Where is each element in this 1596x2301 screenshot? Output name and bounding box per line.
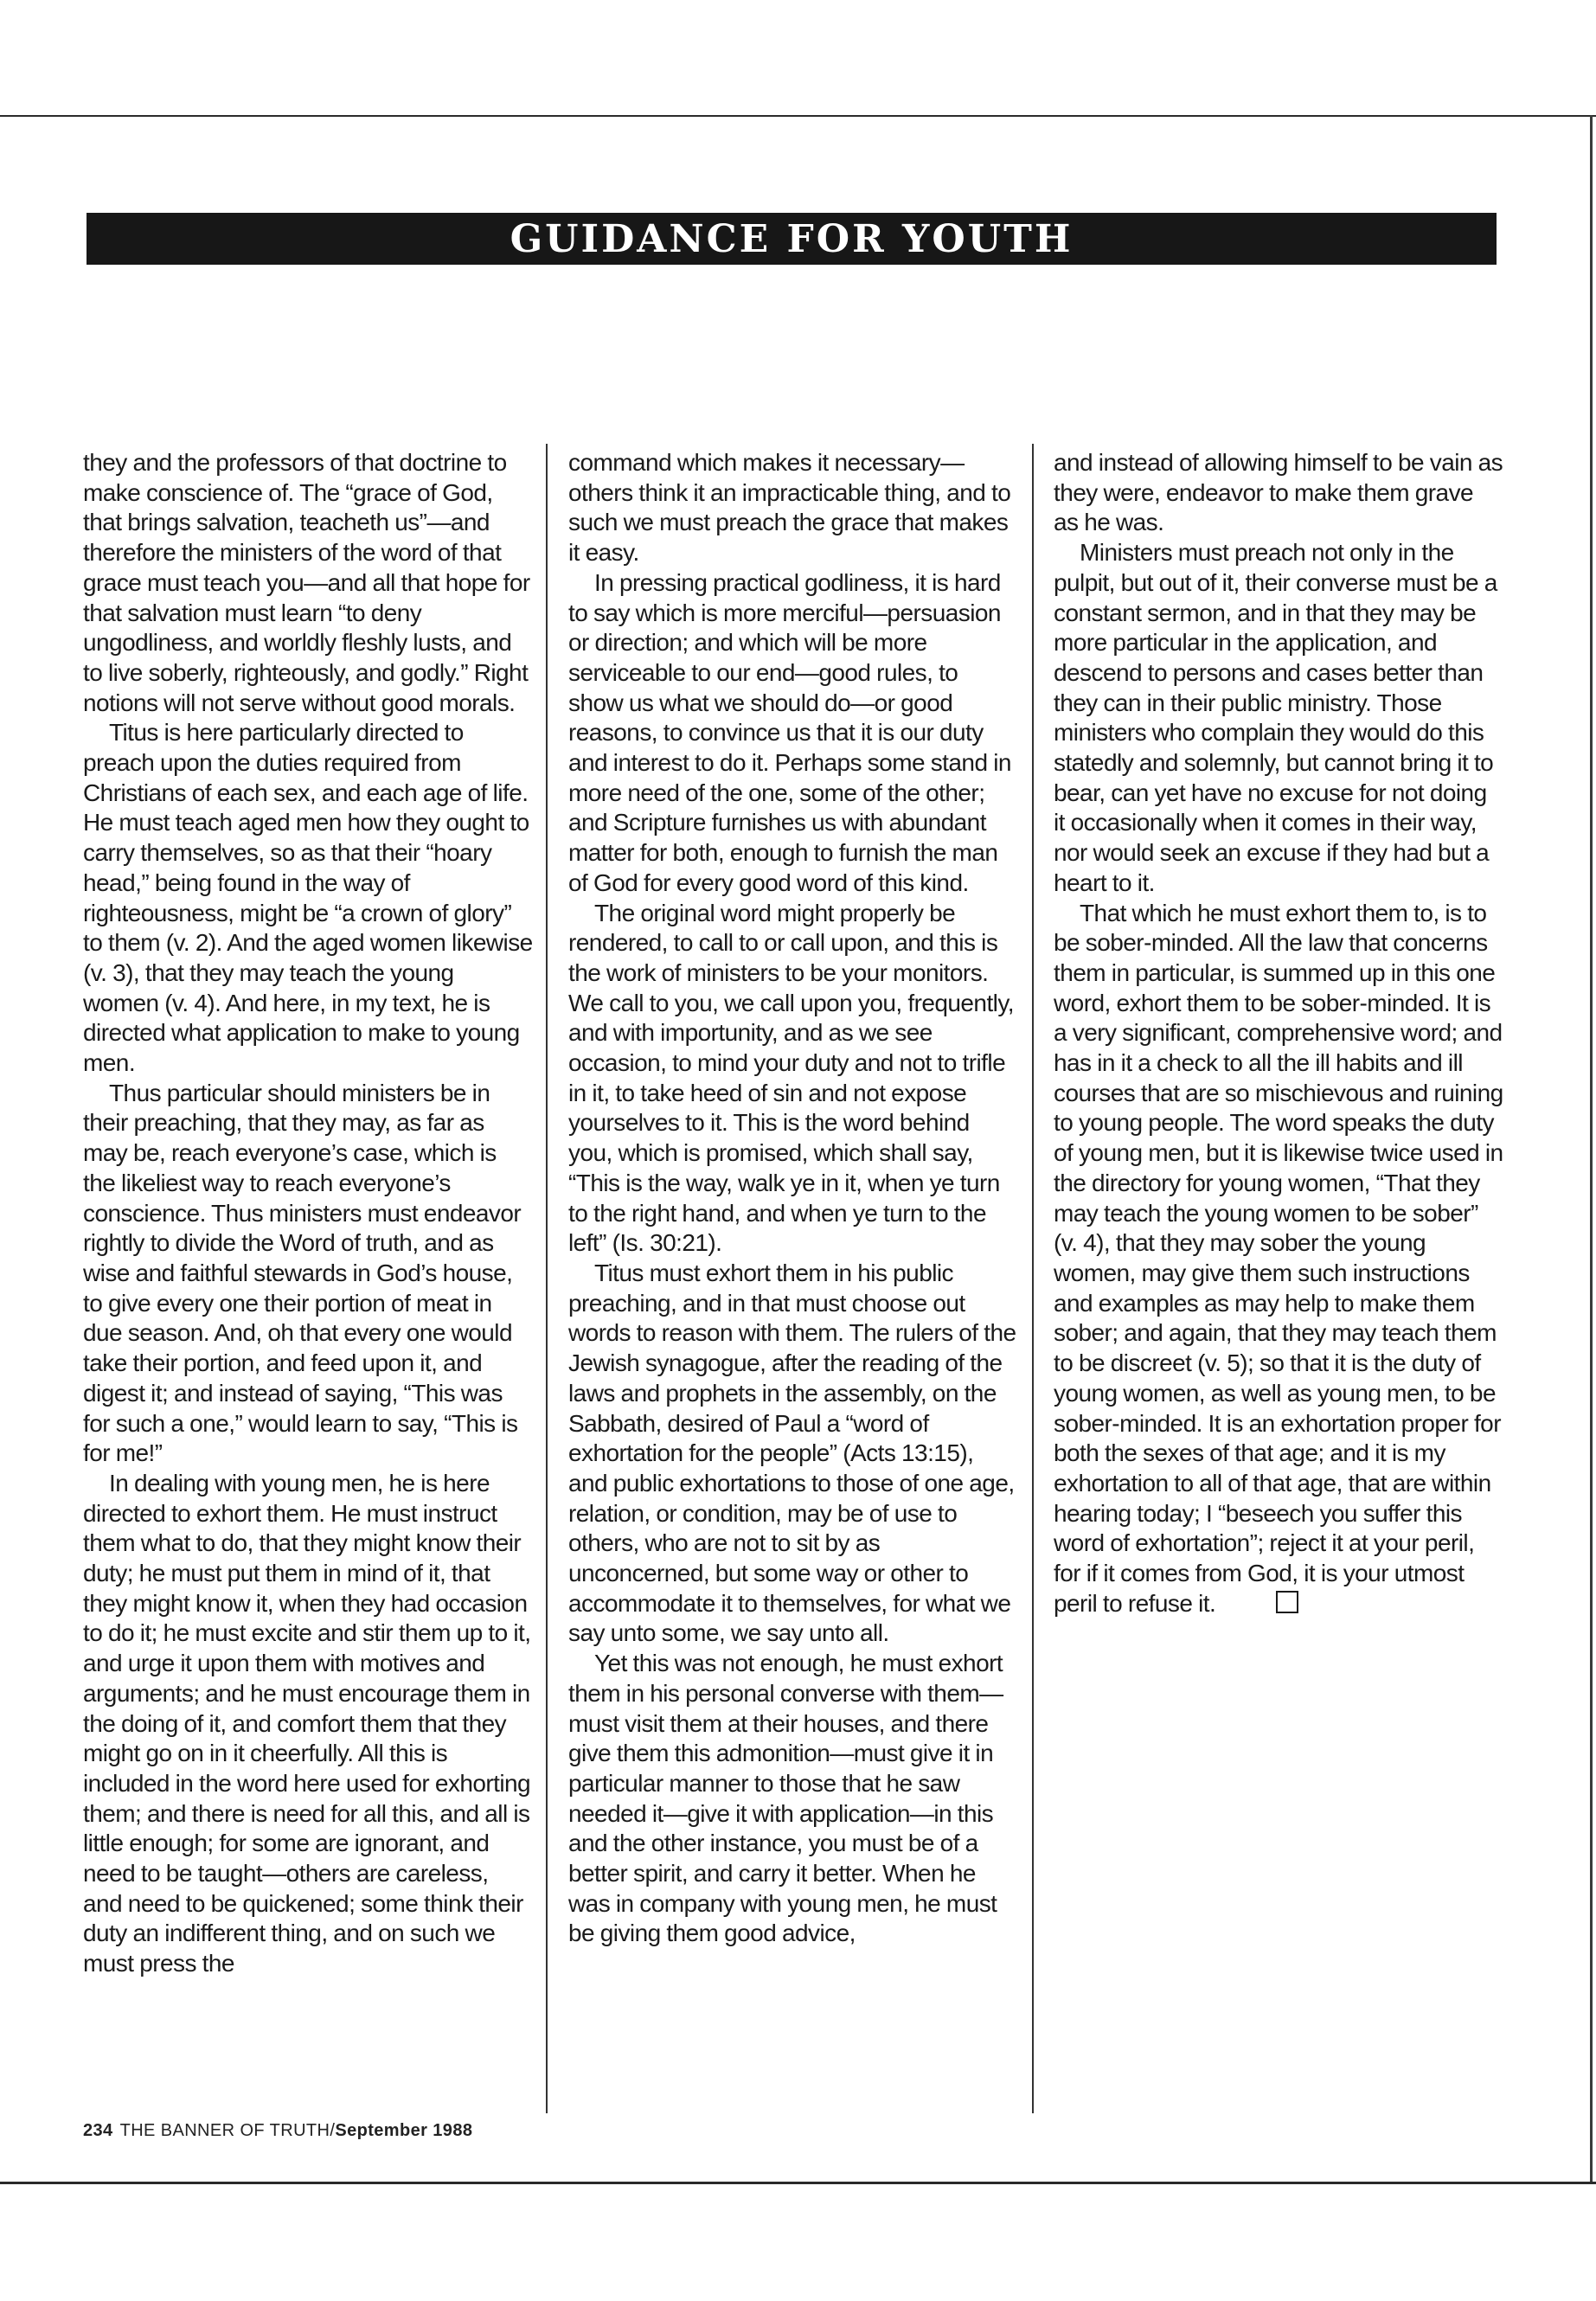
paragraph: The original word might properly be rendered, to call to or call upon, and this is the work of ministers to be your monitors. We call to you, we call upon you, frequently, and with importunity, and as we see occasion, to mind your duty and not to trifle in it, to take heed of sin and not expose yourselves to it. This is the word behind you, which is promised, which shall say, “This is the way, walk ye in it, when ye turn to the right hand, and when ye turn to the left” (Is. 30:21). (568, 899, 1014, 1257)
column-divider (546, 444, 548, 2113)
issue-date: September 1988 (335, 2121, 473, 2140)
page-edge-right (1590, 115, 1593, 2184)
paragraph: they and the professors of that doctrine to make conscience of. The “grace of God, that brings salvation, teacheth us”—and therefore the ministers of the word of that grace must teach you—and all that hope for that salvation must learn “to deny ungodliness, and worldly fleshly lusts, and to live soberly, righteously, and godly.” Right notions will not serve without good morals. (83, 449, 530, 716)
page-number: 234 (83, 2121, 113, 2140)
section-title: GUIDANCE FOR YOUTH (510, 216, 1074, 261)
publication-name: THE BANNER OF TRUTH/ (119, 2121, 336, 2140)
end-of-article-icon (1276, 1591, 1298, 1613)
paragraph: command which makes it necessary—others think it an impracticable thing, and to such we must preach the grace that makes it easy. (568, 449, 1011, 567)
paragraph: Thus particular should ministers be in their preaching, that they may, as far as may be, reach everyone’s case, which is the likeliest way to reach everyone’s conscience. Thus ministers must endeavor rightly to divide the Word of truth, and as wise and faithful stewards in God’s house, to give every one their portion of meat in due season. And, oh that every one would take their portion, and feed upon it, and digest it; and instead of saying, “This was for such a one,” would learn to say, “This is for me!” (83, 1079, 522, 1467)
paragraph: In dealing with young men, he is here directed to exhort them. He must instruct them what to do, that they might know their duty; he must put them in mind of it, that they might know it, when they had occasion to do it; he must excite and stir them up to it, and urge it upon them with motives and arguments; and he must encourage them in the doing of it, and comfort them that they might go on in it cheerfully. All this is included in the word here used for exhorting them; and there is need for all this, and all is little enough; for some are ignorant, and need to be taught—others are careless, and need to be quickened; some think their duty an indifferent thing, and on such we must press the (83, 1469, 531, 1977)
page-edge-bottom (0, 2182, 1596, 2184)
paragraph: Titus is here particularly directed to preach upon the duties required from Christians of each sex, and each age of life. He must teach aged men how they ought to carry themselves, so as that their “hoary head,” being found in the way of righteousness, might be “a crown of glory” to them (v. 2). And the aged women likewise (v. 3), that they may teach the young women (v. 4). And here, in my text, he is directed what application to make to young men. (83, 719, 533, 1077)
paragraph: In pressing practical godliness, it is hard to say which is more merciful—persuasion or direction; and which will be more serviceable to our end—good rules, to show us what we should do—or good reasons, to convince us that it is our duty and interest to do it. Perhaps some stand in more need of the one, some of the other; and Scripture furnishes us with abundant matter for both, enough to furnish the man of God for every good word of this kind. (568, 568, 1011, 896)
page-edge-top (0, 115, 1596, 117)
section-banner (87, 213, 1497, 265)
page-footer (83, 2121, 472, 2141)
paragraph: and instead of allowing himself to be vain as they were, endeavor to make them grave as he was. (1054, 449, 1503, 536)
paragraph: Titus must exhort them in his public preaching, and in that must choose out words to reason with them. The rulers of the Jewish synagogue, after the reading of the laws and prophets in the assembly, on the Sabbath, desired of Paul a “word of exhortation for the people” (Acts 13:15), and public exhortations to those of one age, relation, or condition, may be of use to others, who are not to sit by as unconcerned, but some way or other to accommodate it to themselves, for what we say unto some, we say unto all. (568, 1259, 1016, 1647)
paragraph: Yet this was not enough, he must exhort them in his personal converse with them—must visit them at their houses, and there give them this admonition—must give it in particular manner to those that he saw needed it—give it with application—in this and the other instance, you must be of a better spirit, and carry it better. When he was in company with young men, he must be giving them good advice, (568, 1650, 1003, 1947)
paragraph (1054, 899, 1503, 1619)
paragraph: Ministers must preach not only in the pulpit, but out of it, their converse must be a constant sermon, and in that they may be more particular in the application, and descend to persons and cases better than they can in their public ministry. Those ministers who complain they would do this statedly and solemnly, but cannot bring it to bear, can yet have no excuse for not doing it occasionally when it comes in their way, nor would seek an excuse if they had but a heart to it. (1054, 539, 1497, 896)
text-column-2 (568, 448, 1018, 1949)
paragraph-text: That which he must exhort them to, is to be sober-minded. All the law that concerns them in particular, is summed up in this one word, exhort them to be sober-minded. It is a very significant, comprehensive word; and has in it a check to all the ill habits and ill courses that are so mischievous and ruining to young people. The word speaks the duty of young men, but it is likewise twice used in the directory for young women, “That they may teach the young women to be sober” (v. 4), that they may sober the young women, may give them such instructions and examples as may help to make them sober; and again, that they may teach them to be discreet (v. 5); so that it is the duty of young women, as well as young men, to be sober-minded. It is an exhortation proper for both the sexes of that age; and it is my exhortation to all of that age, that are within hearing today; I “beseech you suffer this word of exhortation”; reject it at your peril, for if it comes from God, it is your utmost peril to refuse it. (1054, 899, 1503, 1617)
text-column-3 (1054, 448, 1503, 1618)
column-divider (1032, 444, 1034, 2113)
text-column-1 (83, 448, 533, 1979)
